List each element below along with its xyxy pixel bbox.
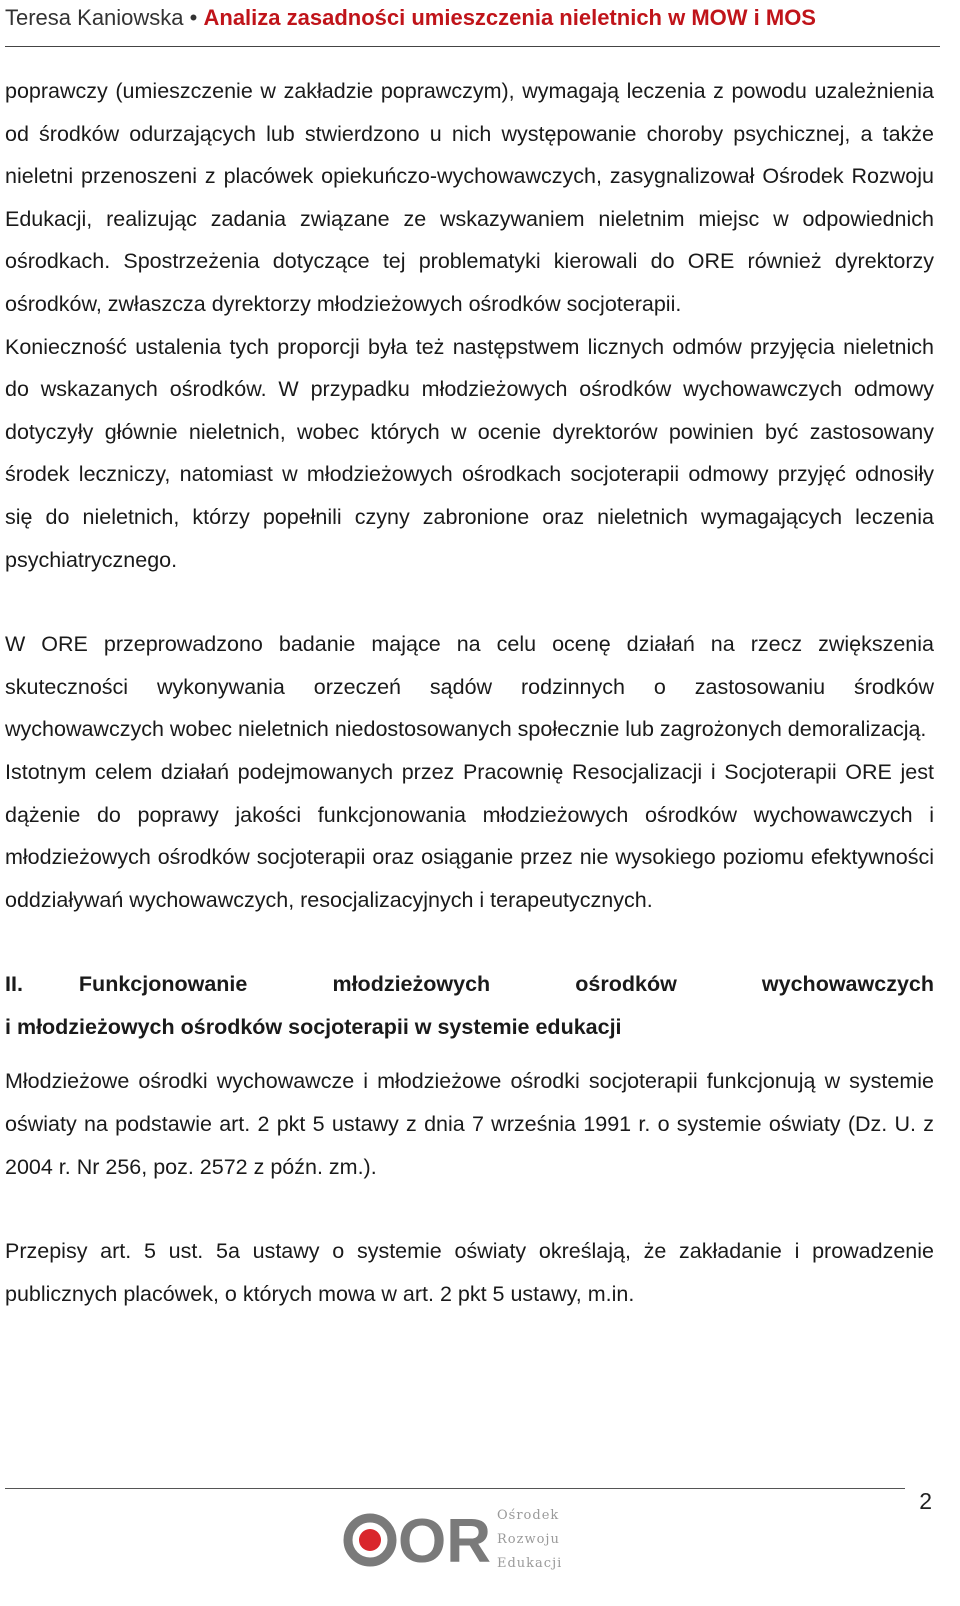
logo-caption-line2: Rozwoju: [497, 1532, 560, 1547]
paragraph-2: Konieczność ustalenia tych proporcji była też następstwem licznych odmów przyjęcia nieletnich do wskazanych ośrodków. W przypadku młodzieżowych ośrodków wychowawczych odmowy dotyczyły głównie nieletnich, wobec których w ocenie dyrektorów powinien być zastosowany środek leczniczy, natomiast w młodzieżowych ośrodkach socjoterapii odmowy przyjęć odnosiły się do nieletnich, którzy popełnili czyny zabronione oraz nieletnich wymagających leczenia psychiatrycznego.: [5, 334, 934, 572]
paragraph-3: W ORE przeprowadzono badanie mające na celu ocenę działań na rzecz zwiększenia skuteczności wykonywania orzeczeń sądów rodzinnych o zastosowaniu środków wychowawczych wobec nieletnich niedostosowanych społecznie lub zagrożonych demoralizacją.: [5, 632, 934, 742]
logo-letters: OR: [398, 1507, 491, 1576]
spacer: [5, 581, 934, 623]
header-author: Teresa Kaniowska: [5, 5, 184, 30]
footer-divider: [5, 1488, 905, 1489]
logo-dot-icon: [359, 1529, 381, 1551]
header-separator: •: [189, 5, 198, 30]
document-body: [5, 70, 934, 1315]
ore-logo-mark: [342, 1500, 492, 1600]
logo-caption-line3: Edukacji: [497, 1556, 563, 1571]
section-heading: [5, 963, 934, 1048]
spacer: [5, 1048, 934, 1060]
page-number: 2: [919, 1488, 932, 1514]
logo-caption: [497, 1504, 562, 1576]
paragraph-4: Istotnym celem działań podejmowanych przez Pracownię Resocjalizacji i Socjoterapii ORE jest dążenie do poprawy jakości funkcjonowania młodzieżowych ośrodków wychowawczych i młodzieżowych ośrodków socjoterapii oraz osiąganie przez nie wysokiego poziomu efektywności oddziaływań wychowawczych, resocjalizacyjnych i terapeutycznych.: [5, 759, 934, 912]
page-header: [5, 2, 940, 47]
spacer: [5, 1188, 934, 1230]
spacer: [5, 921, 934, 963]
section-number: II.: [5, 972, 23, 997]
paragraph-5: Młodzieżowe ośrodki wychowawcze i młodzieżowe ośrodki socjoterapii funkcjonują w systemie oświaty na podstawie art. 2 pkt 5 ustawy z dnia 7 września 1991 r. o systemie oświaty (Dz. U. z 2004 r. Nr 256, poz. 2572 z późn. zm.).: [5, 1069, 934, 1179]
ore-logo: [342, 1500, 572, 1600]
section-title-line2: i młodzieżowych ośrodków socjoterapii w systemie edukacji: [5, 1014, 622, 1039]
logo-caption-line1: Ośrodek: [497, 1508, 560, 1523]
header-document-title: Analiza zasadności umieszczenia nieletnich w MOW i MOS: [203, 5, 816, 30]
paragraph-1: poprawczy (umieszczenie w zakładzie poprawczym), wymagają leczenia z powodu uzależnienia od środków odurzających lub stwierdzono u nich występowanie choroby psychicznej, a także nieletni przenoszeni z placówek opiekuńczo-wychowawczych, zasygnalizował Ośrodek Rozwoju Edukacji, realizując zadania związane ze wskazywaniem nieletnim miejsc w odpowiednich ośrodkach. Spostrzeżenia dotyczące tej problematyki kierowali do ORE również dyrektorzy ośrodków, zwłaszcza dyrektorzy młodzieżowych ośrodków socjoterapii.: [5, 79, 934, 316]
paragraph-6: Przepisy art. 5 ust. 5a ustawy o systemie oświaty określają, że zakładanie i prowadzenie publicznych placówek, o których mowa w art. 2 pkt 5 ustawy, m.in.: [5, 1239, 934, 1306]
section-title-line1: Funkcjonowanie młodzieżowych ośrodków wychowawczych: [78, 972, 934, 997]
